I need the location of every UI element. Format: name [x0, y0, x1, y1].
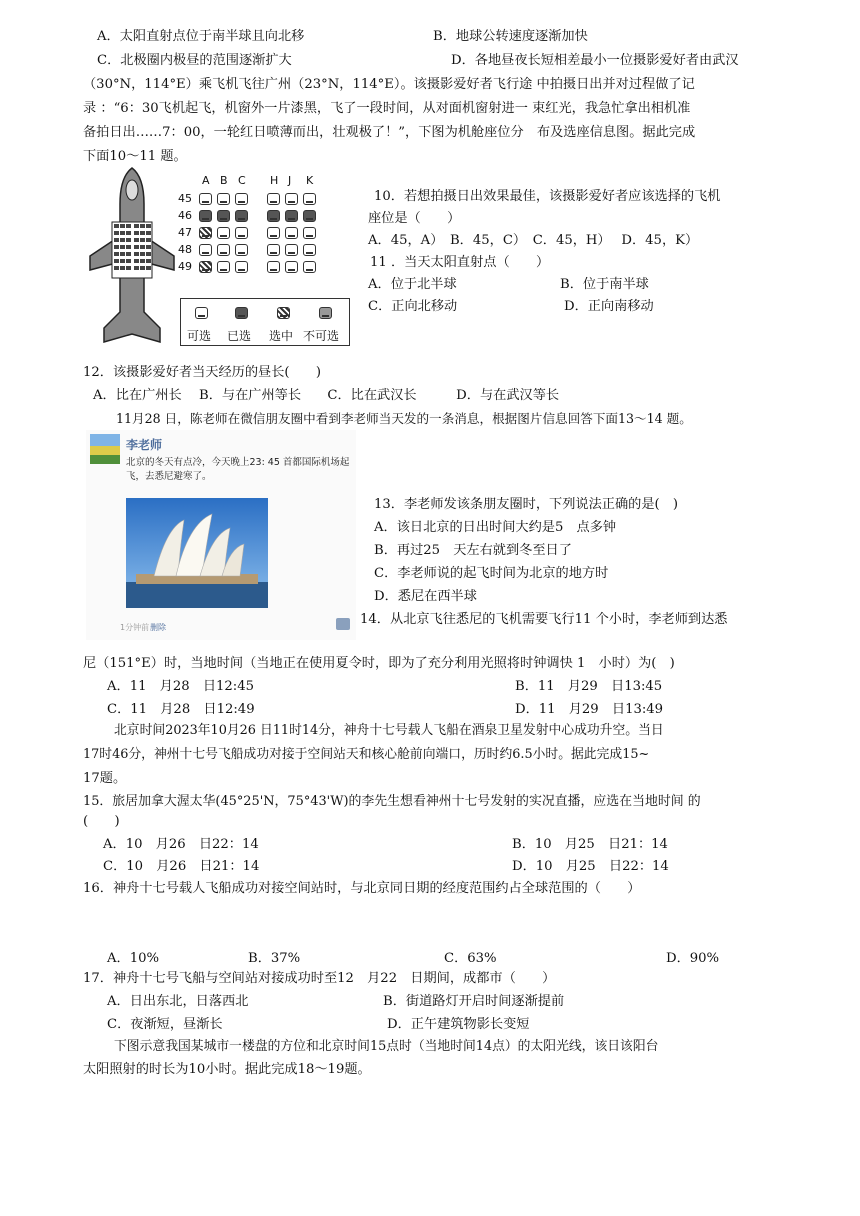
seat-48j[interactable] [285, 244, 298, 256]
seat-col-label: J [288, 174, 292, 187]
legend-chosen-icon [277, 307, 290, 319]
airplane-icon [84, 164, 180, 350]
question-10-line-2: 座位是（ ） [368, 211, 461, 226]
question-10-line-1: 10．若想拍摄日出效果最佳，该摄影爱好者应该选择的飞机 [374, 189, 721, 204]
question-14-option-c: C．11 月28 日12:49 [107, 702, 255, 717]
option-1a: A．太阳直射点位于南半球且向北移 [97, 29, 305, 44]
question-13-option-c: C．李老师说的起飞时间为北京的地方时 [374, 566, 609, 581]
comment-icon[interactable] [336, 618, 350, 630]
question-16: 16．神舟十七号载人飞船成功对接空间站时，与北京同日期的经度范围约占全球范围的（ ） [83, 881, 641, 896]
option-1b: B．地球公转速度逐渐加快 [433, 29, 588, 44]
question-14-option-b: B．11 月29 日13:45 [515, 679, 663, 694]
legend-unavailable-icon [319, 307, 332, 319]
option-2b: D．各地昼夜长短相差最小一位摄影爱好者由武汉 [451, 53, 739, 68]
seat-47k[interactable] [303, 227, 316, 239]
seat-49a[interactable] [199, 261, 212, 273]
wechat-message-line-2: 飞，去悉尼避寒了。 [126, 471, 212, 482]
seat-row-label: 48 [178, 243, 192, 256]
intro-15-line-3: 17题。 [83, 771, 127, 786]
option-2a: C．北极圈内极昼的范围逐渐扩大 [97, 53, 292, 68]
seat-49j[interactable] [285, 261, 298, 273]
seat-48a[interactable] [199, 244, 212, 256]
seat-col-label: H [270, 174, 279, 187]
seat-row-label: 47 [178, 226, 192, 239]
legend-unavailable-label: 不可选 [303, 329, 340, 343]
question-15-option-c: C．10 月26 日21：14 [103, 859, 260, 874]
seat-47c[interactable] [235, 227, 248, 239]
question-11-option-c: C．正向北移动 [368, 299, 458, 314]
seat-row-label: 46 [178, 209, 192, 222]
seat-46c[interactable] [235, 210, 248, 222]
seat-48k[interactable] [303, 244, 316, 256]
intro-18-line-1: 下图示意我国某城市一楼盘的方位和北京时间15点时（当地时间14点）的太阳光线，该日该阳台 [114, 1039, 659, 1054]
question-10-options: A．45，A） B．45，C） C．45，H） D．45，K） [368, 233, 699, 248]
seat-45k[interactable] [303, 193, 316, 205]
legend-selected-icon [235, 307, 248, 319]
question-14-option-d: D．11 月29 日13:49 [515, 702, 664, 717]
seat-46k[interactable] [303, 210, 316, 222]
seat-45j[interactable] [285, 193, 298, 205]
intro-line-4: 录 ：“6：30飞机起飞，机窗外一片漆黑，飞了一段时间，从对面机窗射进一 束红光，我急忙拿出相机准 [83, 101, 691, 116]
seat-47h[interactable] [267, 227, 280, 239]
question-11: 11 ．当天太阳直射点（ ） [370, 255, 550, 270]
seat-legend [180, 298, 350, 346]
question-15-paren: ( ) [83, 814, 120, 829]
seat-45b[interactable] [217, 193, 230, 205]
question-16-option-d: D．90% [666, 951, 720, 966]
question-15: 15．旅居加拿大渥太华(45°25'N，75°43'W)的李先生想看神州十七号发射的实况直播，应选在当地时间 的 [83, 794, 701, 809]
question-17-option-d: D．正午建筑物影长变短 [387, 1017, 530, 1032]
question-11-option-d: D．正向南移动 [564, 299, 654, 314]
question-13: 13．李老师发该条朋友圈时，下列说法正确的是( ) [374, 497, 679, 512]
sydney-opera-house-photo [126, 498, 268, 608]
question-17: 17．神舟十七号飞船与空间站对接成功时至12 月22 日期间，成都市（ ） [83, 971, 556, 986]
question-14-line-2: 尼（151°E）时，当地时间（当地正在使用夏令时，即为了充分利用光照将时钟调快 1 小时）为( ) [83, 656, 675, 671]
seat-46a[interactable] [199, 210, 212, 222]
question-16-option-b: B．37% [248, 951, 301, 966]
seat-46j[interactable] [285, 210, 298, 222]
question-12-options: A．比在广州长 B．与在广州等长 C．比在武汉长 D．与在武汉等长 [93, 388, 560, 403]
question-13-option-b: B．再过25 天左右就到冬至日了 [374, 543, 572, 558]
seat-map-figure [84, 164, 356, 350]
seat-45a[interactable] [199, 193, 212, 205]
seat-46h[interactable] [267, 210, 280, 222]
seat-49b[interactable] [217, 261, 230, 273]
question-15-option-a: A．10 月26 日22：14 [103, 837, 259, 852]
seat-48c[interactable] [235, 244, 248, 256]
question-16-option-a: A．10% [107, 951, 160, 966]
intro-18-line-2: 太阳照射的时长为10小时。据此完成18～19题。 [83, 1062, 371, 1077]
seat-col-label: B [220, 174, 228, 187]
intro-15-line-1: 北京时间2023年10月26 日11时14分，神舟十七号载人飞船在酒泉卫星发射中心成功升空。当日 [114, 723, 664, 738]
seat-47j[interactable] [285, 227, 298, 239]
question-11-option-a: A．位于北半球 [368, 277, 457, 292]
seat-45h[interactable] [267, 193, 280, 205]
seat-46b[interactable] [217, 210, 230, 222]
seat-row-label: 45 [178, 192, 192, 205]
seat-col-label: A [202, 174, 210, 187]
wechat-username: 李老师 [126, 438, 163, 452]
wechat-delete-link[interactable]: 删除 [150, 623, 166, 632]
question-13-option-a: A．该日北京的日出时间大约是5 点多钟 [374, 520, 617, 535]
question-15-option-b: B．10 月25 日21：14 [512, 837, 668, 852]
intro-15-line-2: 17时46分，神州十七号飞船成功对接于空间站天和核心舱前向端口，历时约6.5小时。据此完成15~ [83, 747, 650, 762]
question-11-option-b: B．位于南半球 [560, 277, 649, 292]
seat-48b[interactable] [217, 244, 230, 256]
wechat-message-line-1: 北京的冬天有点冷，今天晚上23: 45 首都国际机场起 [126, 457, 350, 468]
legend-available-label: 可选 [187, 329, 212, 343]
question-13-option-d: D．悉尼在西半球 [374, 589, 477, 604]
seat-col-label: C [238, 174, 246, 187]
wechat-post-time: 1分钟前 [120, 623, 150, 632]
seat-47a[interactable] [199, 227, 212, 239]
question-14-line-1: 14．从北京飞往悉尼的飞机需要飞行11 个小时，李老师到达悉 [360, 612, 728, 627]
legend-available-icon [195, 307, 208, 319]
intro-line-3: （30°N，114°E）乘飞机飞往广州（23°N，114°E）。该摄影爱好者飞行途 中拍摄日出并对过程做了记 [83, 77, 695, 92]
seat-45c[interactable] [235, 193, 248, 205]
wechat-moment [86, 430, 356, 640]
question-15-option-d: D．10 月25 日22：14 [512, 859, 669, 874]
seat-49k[interactable] [303, 261, 316, 273]
seat-row-label: 49 [178, 260, 192, 273]
intro-line-5: 备拍日出……7：00，一轮红日喷薄而出，壮观极了！”，下图为机舱座位分 布及选座信息图。据此完成 [83, 125, 696, 140]
question-17-option-a: A．日出东北，日落西北 [107, 994, 249, 1009]
intro-line-6: 下面10～11 题。 [83, 149, 187, 164]
avatar [90, 434, 120, 464]
intro-13: 11月28 日，陈老师在微信朋友圈中看到李老师当天发的一条消息，根据图片信息回答下面13～14 题。 [116, 411, 692, 426]
legend-chosen-label: 选中 [269, 329, 294, 343]
question-14-option-a: A．11 月28 日12:45 [107, 679, 255, 694]
seat-47b[interactable] [217, 227, 230, 239]
seat-49h[interactable] [267, 261, 280, 273]
seat-48h[interactable] [267, 244, 280, 256]
question-17-option-c: C．夜渐短，昼渐长 [107, 1017, 223, 1032]
question-17-option-b: B．街道路灯开启时间逐渐提前 [383, 994, 565, 1009]
question-12: 12．该摄影爱好者当天经历的昼长( ) [83, 365, 322, 380]
legend-selected-label: 已选 [227, 329, 252, 343]
seat-col-label: K [306, 174, 314, 187]
question-16-option-c: C．63% [444, 951, 497, 966]
seat-49c[interactable] [235, 261, 248, 273]
